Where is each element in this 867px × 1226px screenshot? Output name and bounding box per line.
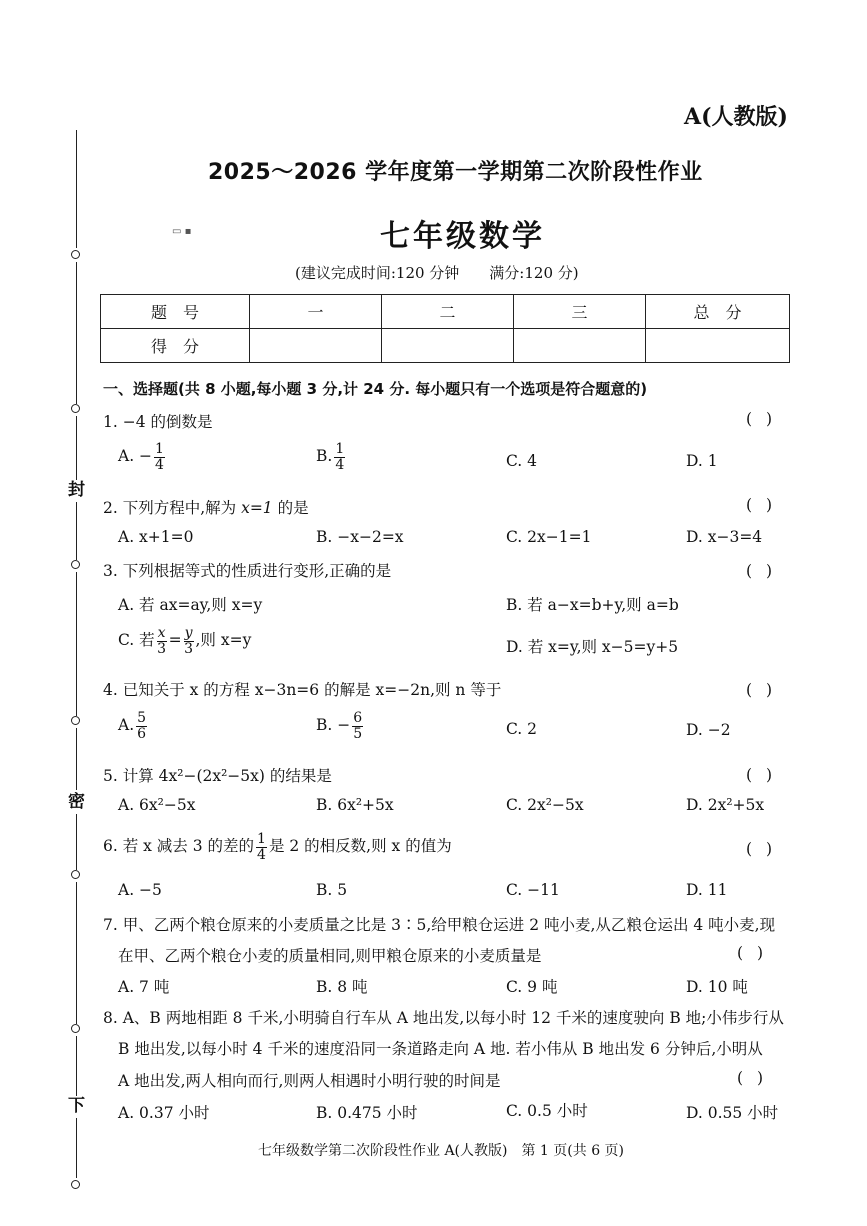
answer-blank[interactable]: () (737, 944, 778, 962)
option-d: D. 0.55 小时 (686, 1104, 779, 1122)
option-a: A. 0.37 小时 (118, 1104, 210, 1122)
option-d: D. 11 (686, 881, 728, 899)
binding-hole (71, 1024, 80, 1033)
scan-mark: ▭ ▪ (172, 226, 192, 237)
binding-hole (71, 560, 80, 569)
score-field-part-3[interactable] (514, 329, 646, 363)
answer-blank[interactable]: () (746, 681, 787, 699)
question-stem: 3. 下列根据等式的性质进行变形,正确的是 (103, 562, 392, 580)
option-b: B. 6x²+5x (316, 796, 394, 814)
binding-hole (71, 1180, 80, 1189)
option-c: C. 若 $\frac{x}{3}$ = $\frac{y}{3}$ ,则 x=y (118, 625, 252, 657)
binding-hole (71, 250, 80, 259)
option-c: C. 4 (506, 452, 538, 470)
cell-total-label: 总 分 (646, 295, 790, 329)
question-stem-line-1: 8. A、B 两地相距 8 千米,小明骑自行车从 A 地出发,以每小时 12 千米的速度驶向 B 地;小伟步行从 (103, 1009, 784, 1027)
option-a: A. $\frac{5}{6}$ (118, 710, 147, 742)
binding-word-secret: 密 (68, 792, 85, 812)
option-a: A. 6x²−5x (118, 796, 196, 814)
answer-blank[interactable]: () (746, 766, 787, 784)
binding-hole (71, 716, 80, 725)
option-b: B. − $\frac{6}{5}$ (316, 710, 363, 742)
score-table-header-row (101, 295, 790, 329)
option-c: C. −11 (506, 881, 560, 899)
question-stem-line-1: 7. 甲、乙两个粮仓原来的小麦质量之比是 3∶5,给甲粮仓运进 2 吨小麦,从乙粮仓运出 4 吨小麦,现 (103, 916, 776, 934)
binding-word-below: 下 (68, 1096, 85, 1116)
cell-score-label: 得 分 (101, 329, 250, 363)
option-b: B. 0.475 小时 (316, 1104, 418, 1122)
binding-hole (71, 870, 80, 879)
option-d: D. 若 x=y,则 x−5=y+5 (506, 638, 679, 656)
question-stem-line-2: B 地出发,以每小时 4 千米的速度沿同一条道路走向 A 地. 若小伟从 B 地出发 6 分钟后,小明从 (118, 1040, 763, 1058)
cell-part-2: 二 (382, 295, 514, 329)
option-d: D. x−3=4 (686, 528, 763, 546)
question-stem: 6. 若 x 减去 3 的差的 $\frac{1}{4}$ 是 2 的相反数,则 x 的值为 (103, 831, 452, 863)
option-d: D. −2 (686, 721, 731, 739)
option-b: B. 8 吨 (316, 978, 368, 996)
option-c: C. 2x−1=1 (506, 528, 592, 546)
answer-blank[interactable]: () (746, 496, 787, 514)
option-c: C. 9 吨 (506, 978, 558, 996)
option-b: B. 若 a−x=b+y,则 a=b (506, 596, 679, 614)
section-heading-multiple-choice: 一、选择题(共 8 小题,每小题 3 分,计 24 分. 每小题只有一个选项是符合题意的) (103, 380, 648, 398)
option-d: D. 1 (686, 452, 718, 470)
option-a: A. 7 吨 (118, 978, 170, 996)
exam-title: 2025～2026 学年度第一学期第二次阶段性作业 (208, 160, 703, 185)
question-stem: 4. 已知关于 x 的方程 x−3n=6 的解是 x=−2n,则 n 等于 (103, 681, 502, 699)
option-c: C. 0.5 小时 (506, 1102, 588, 1120)
score-field-part-1[interactable] (250, 329, 382, 363)
score-field-total[interactable] (646, 329, 790, 363)
subject-title: 七年级数学 (380, 219, 545, 254)
answer-blank[interactable]: () (746, 840, 787, 858)
score-table (100, 294, 790, 363)
edition-label: A(人教版) (684, 104, 788, 130)
binding-hole (71, 404, 80, 413)
option-c: C. 2x²−5x (506, 796, 584, 814)
option-b: B. −x−2=x (316, 528, 404, 546)
option-b: B. 5 (316, 881, 348, 899)
option-a: A. x+1=0 (118, 528, 194, 546)
score-table-score-row (101, 329, 790, 363)
page-footer: 七年级数学第二次阶段性作业 A(人教版) 第 1 页(共 6 页) (258, 1143, 625, 1159)
answer-blank[interactable]: () (737, 1069, 778, 1087)
option-d: D. 2x²+5x (686, 796, 765, 814)
question-stem: 1. −4 的倒数是 (103, 413, 213, 431)
answer-blank[interactable]: () (746, 562, 787, 580)
exam-info: (建议完成时间:120 分钟 满分:120 分) (295, 264, 579, 282)
cell-part-3: 三 (514, 295, 646, 329)
option-c: C. 2 (506, 720, 538, 738)
option-a: A. 若 ax=ay,则 x=y (118, 596, 263, 614)
option-d: D. 10 吨 (686, 978, 748, 996)
option-a: A. −5 (118, 881, 162, 899)
score-field-part-2[interactable] (382, 329, 514, 363)
binding-word-seal: 封 (68, 480, 85, 500)
cell-part-1: 一 (250, 295, 382, 329)
question-stem: 5. 计算 4x²−(2x²−5x) 的结果是 (103, 767, 332, 785)
question-stem-line-2: 在甲、乙两个粮仓小麦的质量相同,则甲粮仓原来的小麦质量是 (118, 947, 542, 965)
answer-blank[interactable]: () (746, 410, 787, 428)
cell-question-number-label: 题 号 (101, 295, 250, 329)
option-a: A. − $\frac{1}{4}$ (118, 441, 164, 473)
option-b: B. $\frac{1}{4}$ (316, 441, 345, 473)
question-stem: 2. 下列方程中,解为 x=1 的是 (103, 499, 309, 517)
question-stem-line-3: A 地出发,两人相向而行,则两人相遇时小明行驶的时间是 (118, 1072, 501, 1090)
